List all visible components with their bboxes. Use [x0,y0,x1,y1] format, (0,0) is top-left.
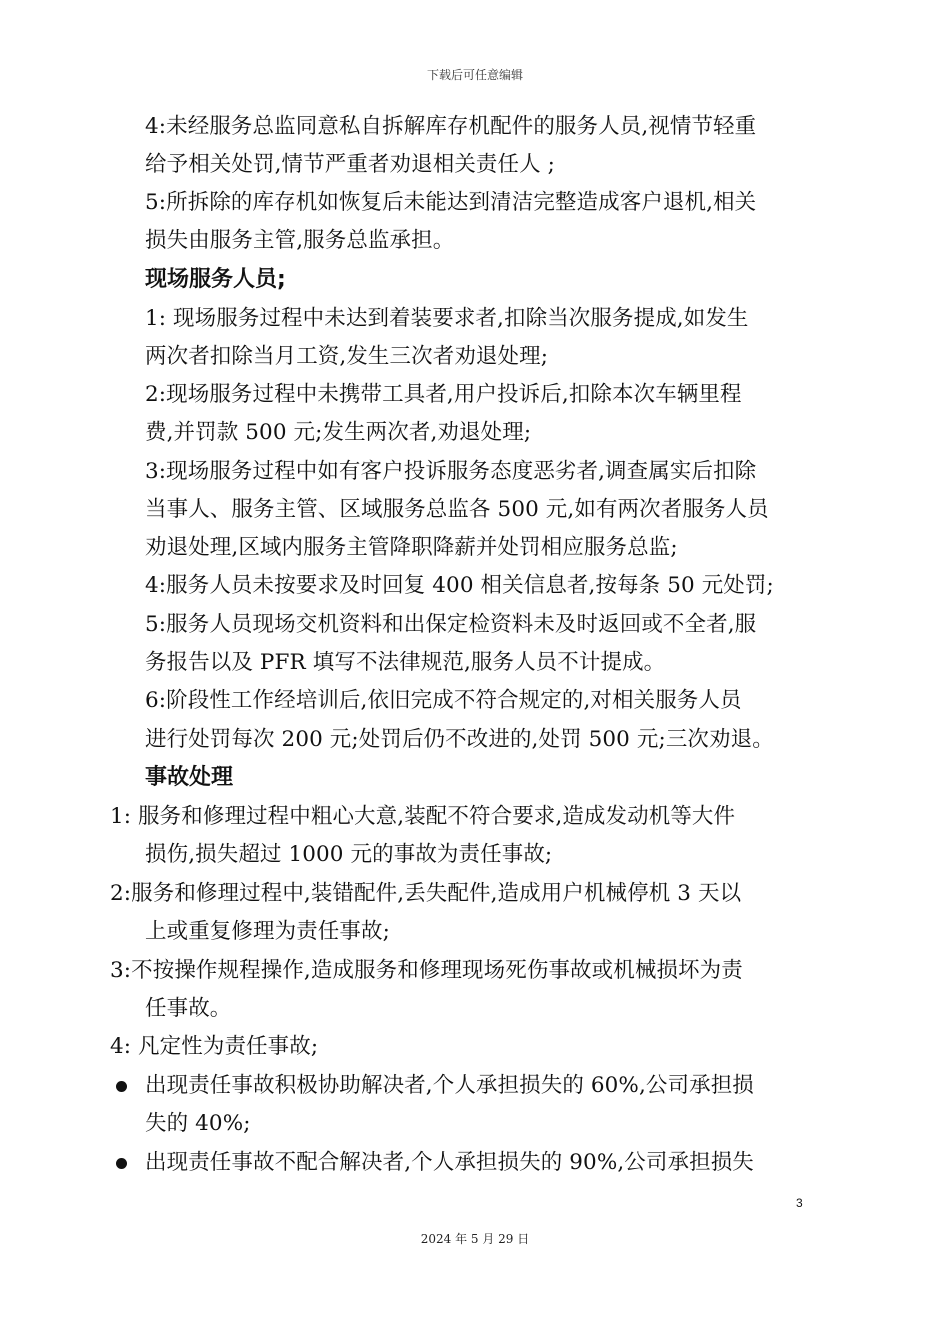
bullet-icon [116,1158,127,1169]
paragraph-line: 务报告以及 PFR 填写不法律规范,服务人员不计提成。 [145,650,666,675]
paragraph-line: 3:不按操作规程操作,造成服务和修理现场死伤事故或机械损坏为责 [110,958,743,983]
paragraph-line: 1: 现场服务过程中未达到着装要求者,扣除当次服务提成,如发生 [145,306,749,331]
paragraph-line: 两次者扣除当月工资,发生三次者劝退处理; [145,344,549,369]
paragraph-line: 4:未经服务总监同意私自拆解库存机配件的服务人员,视情节轻重 [145,114,757,139]
paragraph-line: 2:服务和修理过程中,装错配件,丢失配件,造成用户机械停机 3 天以 [110,881,742,906]
paragraph-line: 劝退处理,区域内服务主管降职降薪并处罚相应服务总监; [145,535,678,560]
paragraph-line: 出现责任事故不配合解决者,个人承担损失的 90%,公司承担损失 [145,1150,754,1175]
paragraph-line: 失的 40%; [145,1111,251,1136]
page-footer-date: 2024 年 5 月 29 日 [420,1232,530,1246]
paragraph-line: 损失由服务主管,服务总监承担。 [145,228,455,253]
paragraph-line: 1: 服务和修理过程中粗心大意,装配不符合要求,造成发动机等大件 [110,804,736,829]
paragraph-line: 进行处罚每次 200 元;处罚后仍不改进的,处罚 500 元;三次劝退。 [145,727,774,752]
section-heading: 现场服务人员; [145,267,286,292]
page-number: 3 [796,1196,803,1210]
paragraph-line: 当事人、服务主管、区域服务总监各 500 元,如有两次者服务人员 [145,497,769,522]
page-header: 下载后可任意编辑 [426,68,523,82]
paragraph-line: 4:服务人员未按要求及时回复 400 相关信息者,按每条 50 元处罚; [145,573,774,598]
paragraph-line: 任事故。 [145,996,232,1021]
paragraph-line: 上或重复修理为责任事故; [145,919,390,944]
paragraph-line: 费,并罚款 500 元;发生两次者,劝退处理; [145,420,532,445]
bullet-icon [116,1081,127,1092]
section-heading: 事故处理 [145,765,234,790]
paragraph-line: 6:阶段性工作经培训后,依旧完成不符合规定的,对相关服务人员 [145,688,742,713]
paragraph-line: 3:现场服务过程中如有客户投诉服务态度恶劣者,调查属实后扣除 [145,459,757,484]
paragraph-line: 4: 凡定性为责任事故; [110,1034,319,1059]
paragraph-line: 5:服务人员现场交机资料和出保定检资料未及时返回或不全者,服 [145,612,757,637]
paragraph-line: 出现责任事故积极协助解决者,个人承担损失的 60%,公司承担损 [145,1073,754,1098]
paragraph-line: 损伤,损失超过 1000 元的事故为责任事故; [145,842,553,867]
paragraph-line: 2:现场服务过程中未携带工具者,用户投诉后,扣除本次车辆里程 [145,382,742,407]
paragraph-line: 5:所拆除的库存机如恢复后未能达到清洁完整造成客户退机,相关 [145,190,757,215]
paragraph-line: 给予相关处罚,情节严重者劝退相关责任人 ; [145,152,556,177]
